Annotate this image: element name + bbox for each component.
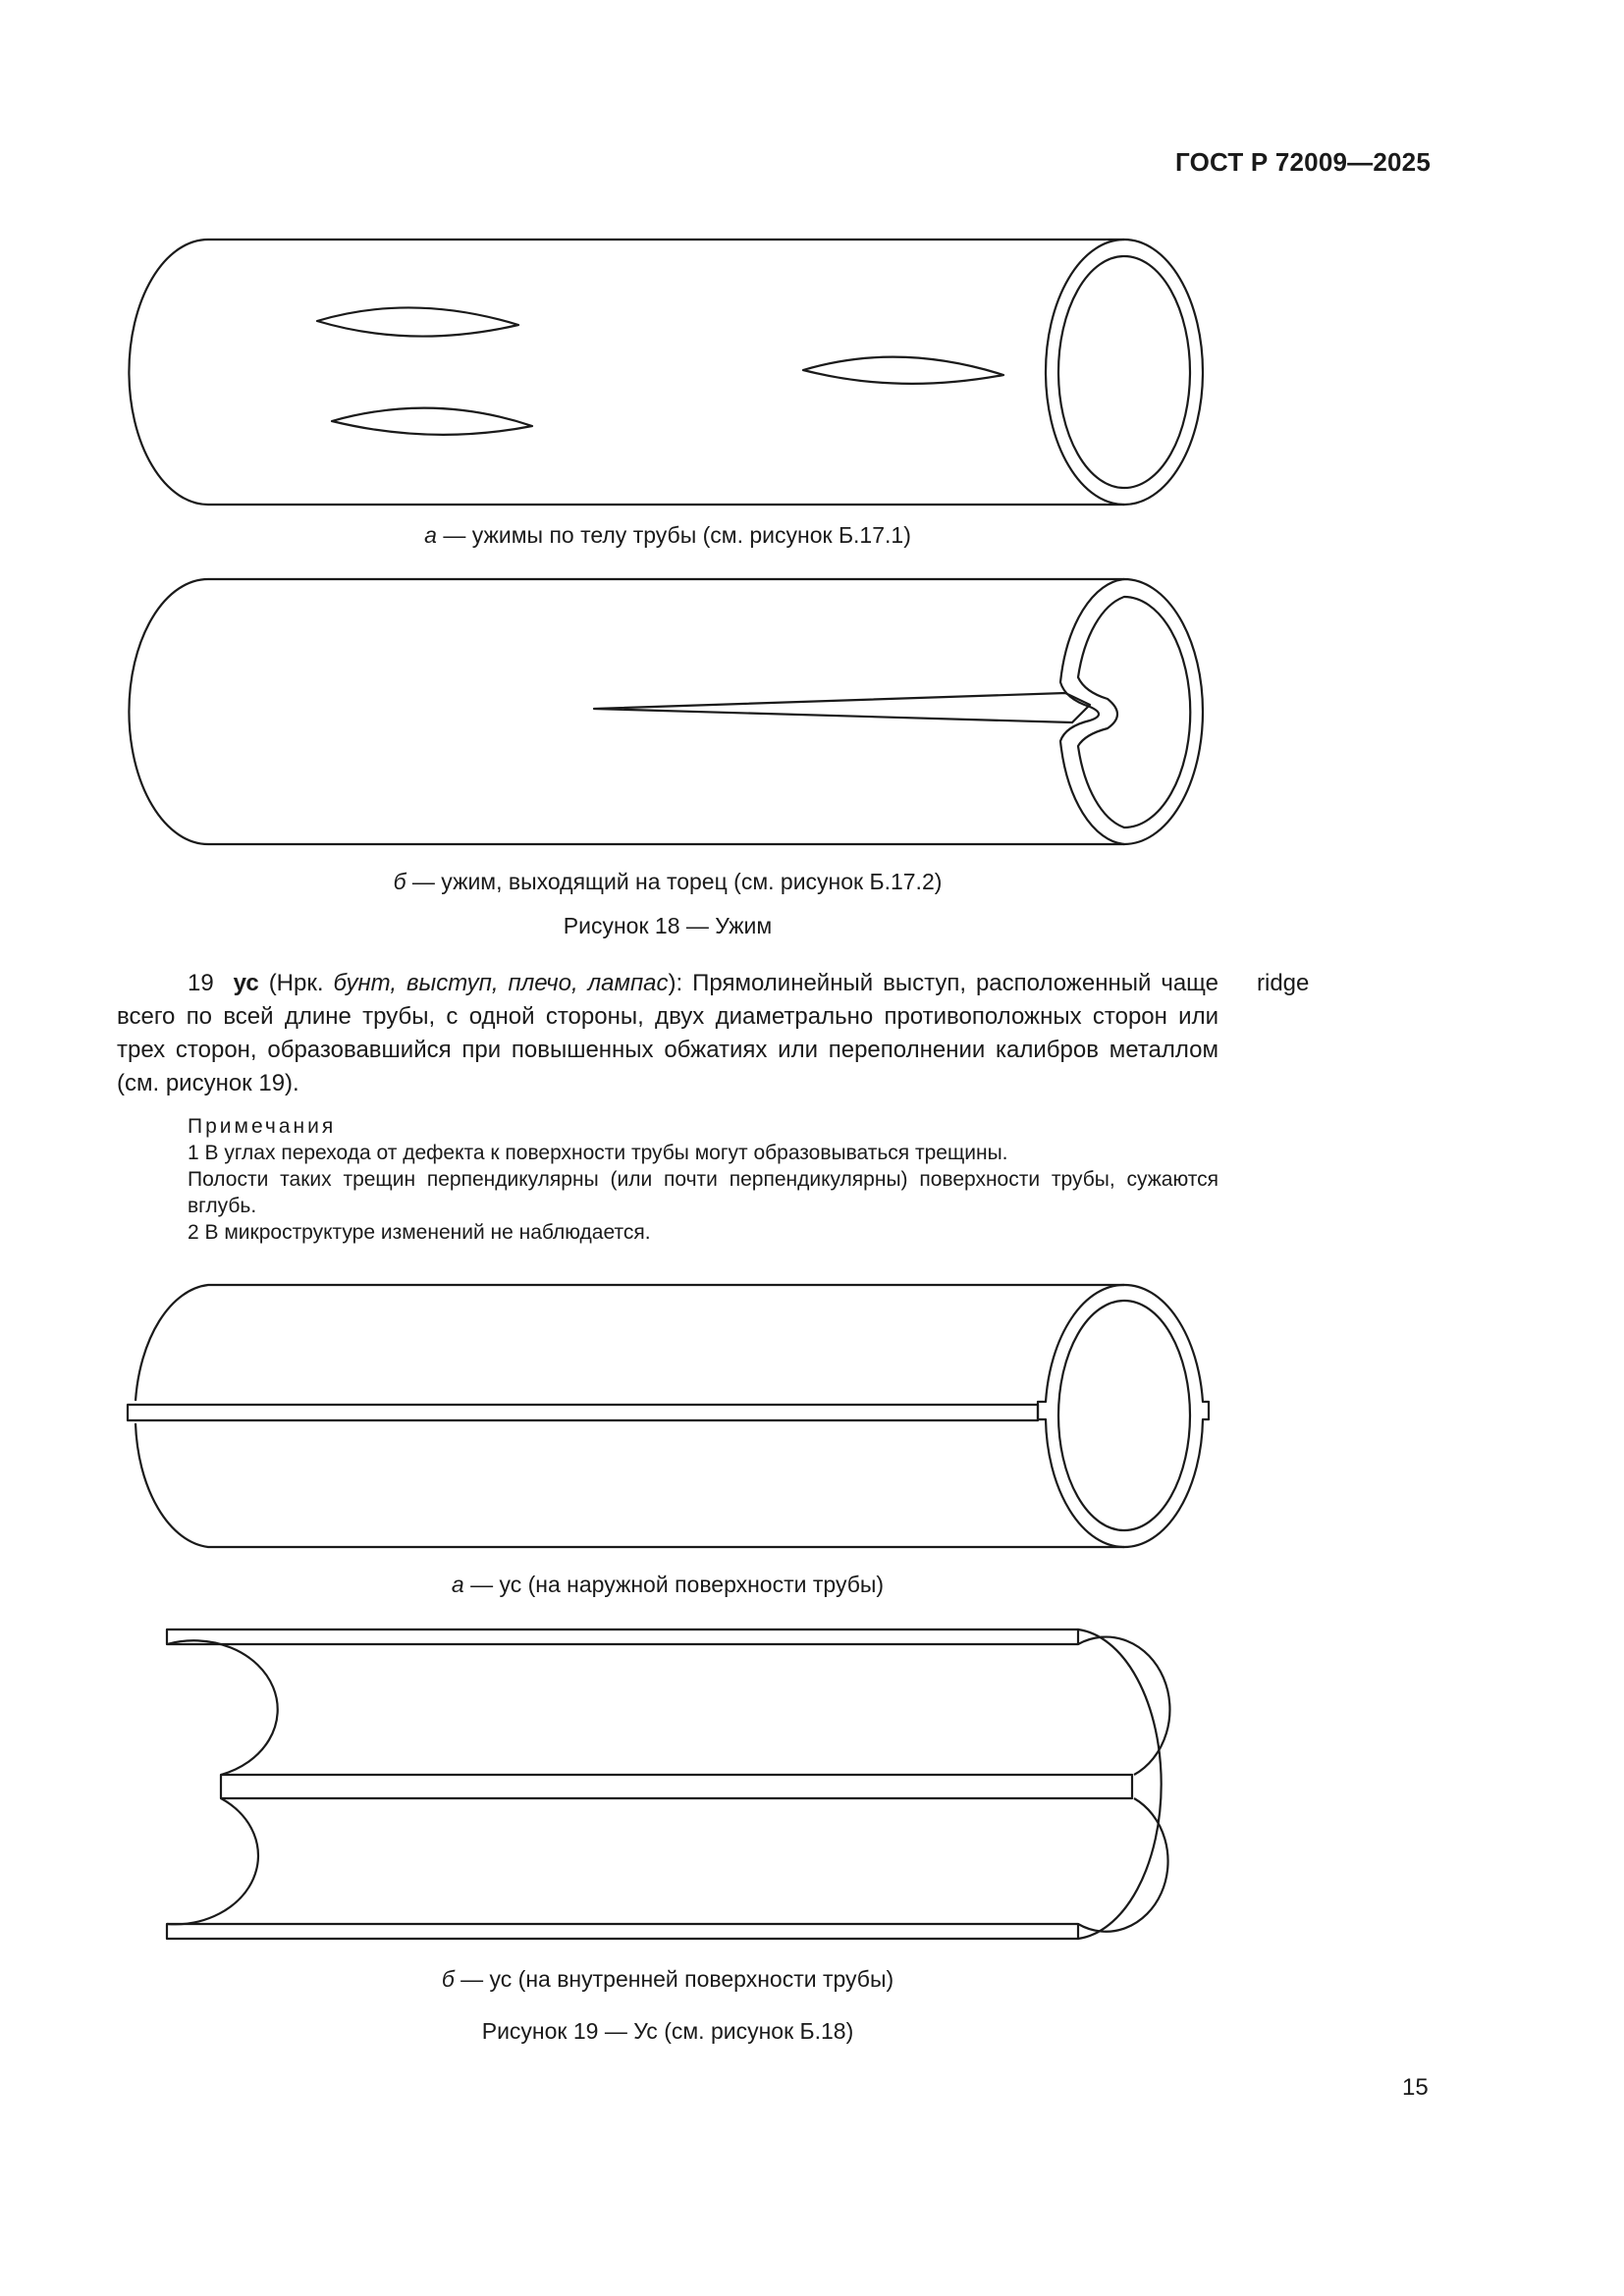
figure-19a-drawing [0,1281,1624,1556]
pipe-end-inner [1058,256,1190,488]
figure-19b-caption: б — ус (на внутренней поверхности трубы) [441,1966,894,1992]
figure-18a-caption: а — ужимы по телу трубы (см. рисунок Б.17.1) [424,522,911,548]
term-synonyms: бунт, выступ, плечо, лампас [333,970,669,996]
squeeze-mark-2 [332,408,532,435]
notes-block [117,1113,1218,1246]
note-item: 1 В углах перехода от дефекта к поверхности трубы могут образовываться трещины. [188,1142,1008,1164]
note-item: Полости таких трещин перпендикулярны (или почти перпендикулярны) поверхности трубы, сужаются вглубь. [188,1168,1218,1217]
pipe-end-outer-arc [1078,1629,1162,1939]
squeeze-reaching-end [594,693,1090,722]
pipe-body-outline-bottom [135,1423,1124,1547]
pipe-end-outer [1046,240,1203,505]
term-19-definition: 19 ус (Нрк. бунт, выступ, плечо, лампас): Прямолинейный выступ, расположенный чаще всего по всей длине трубы, с одной стороны, двух диаметрально противоположных сторон или трех сторон, образовавшийся при повышенных обжатиях или переполнении калибров металлом (см. рисунок 19). [117,970,1219,1096]
pipe-end-inner [1058,1301,1190,1530]
term-name: ус [233,970,259,996]
pipe-body-outline [129,240,1124,505]
figure-19b-drawing [0,1622,1624,1946]
figure-19a-caption: а — ус (на наружной поверхности трубы) [451,1572,885,1597]
note-item: 2 В микроструктуре изменений не наблюдается. [188,1221,651,1244]
figure-18b-caption: б — ужим, выходящий на торец (см. рисунок Б.17.2) [393,869,943,894]
inner-ridge [221,1775,1132,1798]
squeeze-mark-1 [317,307,518,336]
left-cut-arc-bottom [167,1798,258,1924]
document-header: ГОСТ Р 72009—2025 [1175,147,1431,177]
pipe-body-outline [129,579,1124,844]
pipe-body-outline-top [135,1285,1124,1401]
left-cut-arc-top [167,1640,278,1775]
pipe-end-inner [1078,597,1190,828]
term-english-equivalent: ridge [1257,970,1310,996]
lower-wall-section [167,1924,1078,1939]
upper-wall-section [167,1629,1078,1644]
figure-19-title: Рисунок 19 — Ус (см. рисунок Б.18) [481,2018,854,2044]
notes-heading: Примечания [188,1115,337,1138]
page-number: 15 [1402,2074,1429,2101]
figure-18a-drawing [0,236,1624,510]
figure-18-title: Рисунок 18 — Ужим [563,913,773,938]
squeeze-mark-3 [803,357,1003,384]
figure-18b-drawing [0,574,1624,849]
pipe-end-outer [1038,1285,1209,1547]
outer-ridge [128,1405,1038,1420]
